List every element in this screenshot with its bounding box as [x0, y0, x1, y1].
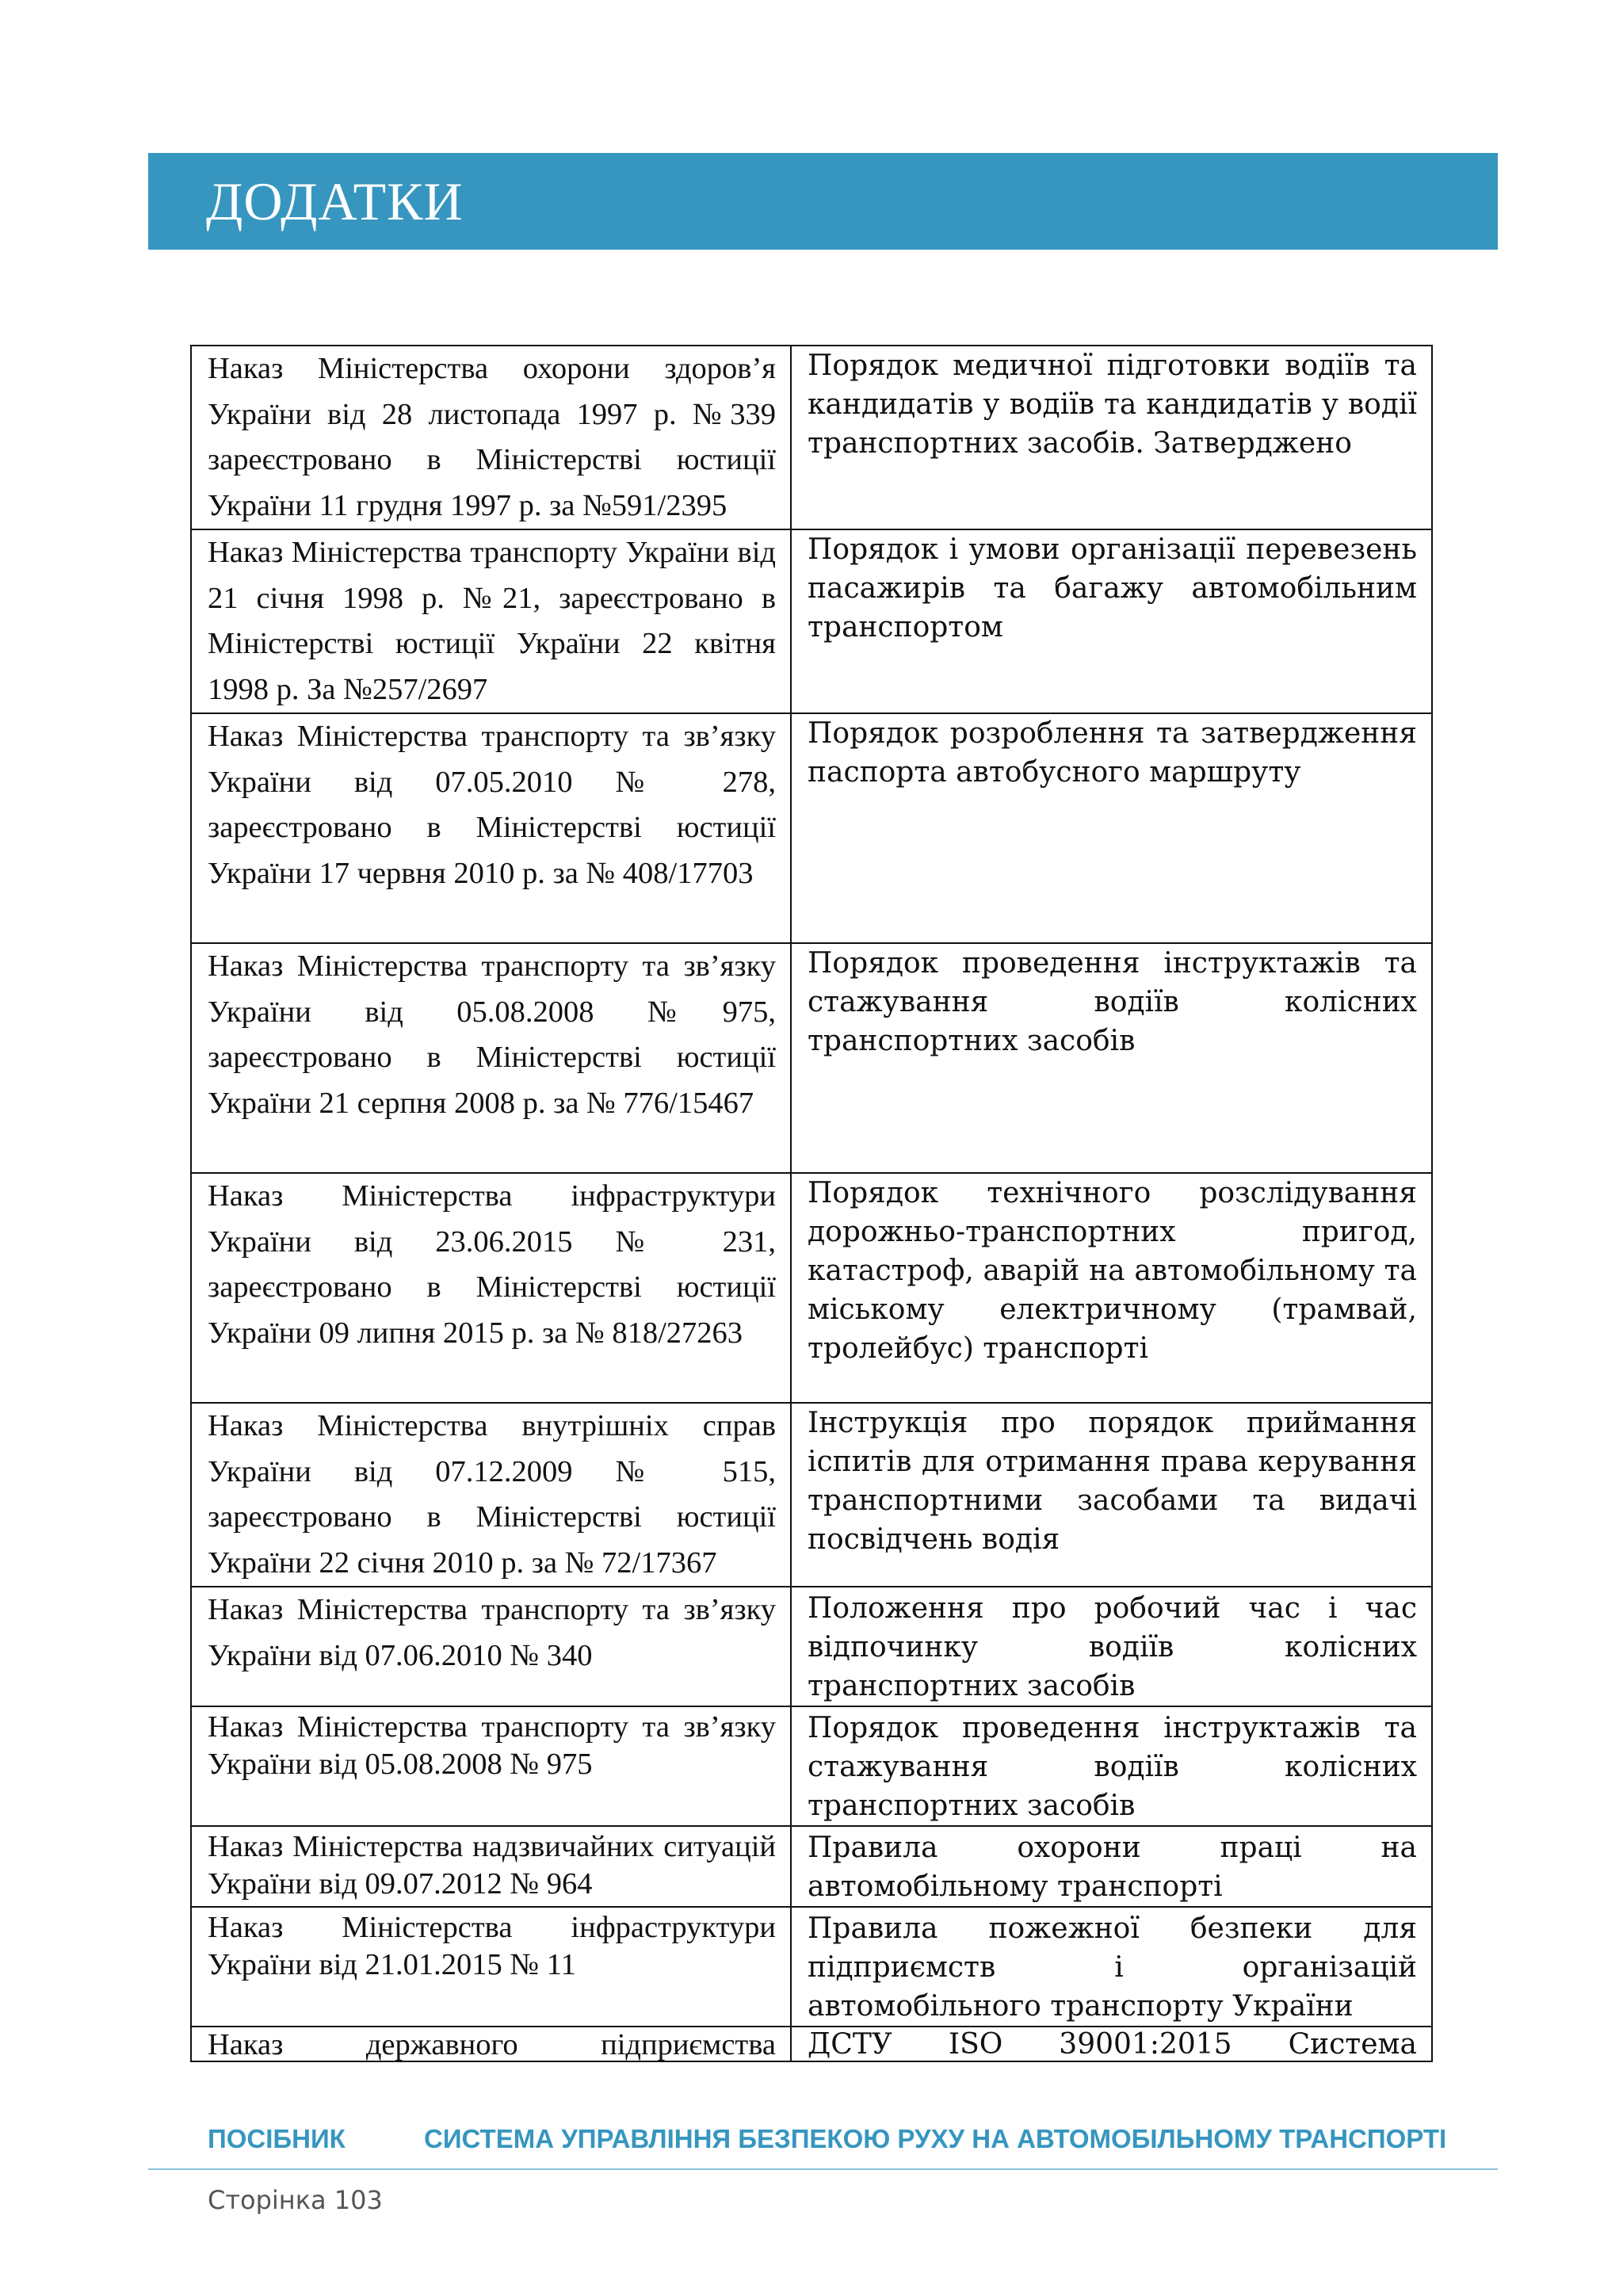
document-title-cell: Правила пожежної безпеки для підприємств і організацій автомобільного транспорту України — [791, 1907, 1432, 2027]
footer-book-label: ПОСІБНИК — [208, 2124, 346, 2153]
document-title-cell: ДСТУ ISO 39001:2015 Система — [791, 2027, 1432, 2061]
document-title-cell: Порядок проведення інструктажів та стажування водіїв колісних транспортних засобів — [791, 943, 1432, 1173]
section-title: ДОДАТКИ — [206, 171, 464, 231]
document-title-cell: Порядок технічного розслідування дорожньо-транспортних пригод, катастроф, аварій на автомобільному та міському електричному (трамвай, тролейбус) транспорті — [791, 1173, 1432, 1403]
regulations-table — [190, 345, 1433, 2062]
order-cell: Наказ Міністерства транспорту та зв’язку України від 05.08.2008 № 975 — [191, 1706, 791, 1826]
footer-book-title: СИСТЕМА УПРАВЛІННЯ БЕЗПЕКОЮ РУХУ НА АВТОМОБІЛЬНОМУ ТРАНСПОРТІ — [424, 2124, 1447, 2153]
table-row — [191, 1907, 1432, 2027]
document-title-cell: Положення про робочий час і час відпочинку водіїв колісних транспортних засобів — [791, 1587, 1432, 1706]
order-cell: Наказ Міністерства транспорту України від 21 січня 1998 р. №21, зареєстровано в Міністерстві юстиції України 22 квітня 1998 р. За №257/2697 — [191, 529, 791, 713]
document-title-cell: Порядок медичної підготовки водіїв та кандидатів у водіїв та кандидатів у водії транспортних засобів. Затверджено — [791, 346, 1432, 529]
order-cell: Наказ Міністерства інфраструктури України від 23.06.2015 № 231, зареєстровано в Міністерстві юстиції України 09 липня 2015 р. за № 818/27263 — [191, 1173, 791, 1403]
order-cell: Наказ Міністерства інфраструктури України від 21.01.2015 № 11 — [191, 1907, 791, 2027]
table-row — [191, 1826, 1432, 1907]
table-row — [191, 529, 1432, 713]
table-row — [191, 1706, 1432, 1826]
document-title-cell: Порядок і умови організації перевезень пасажирів та багажу автомобільним транспортом — [791, 529, 1432, 713]
table-row — [191, 1403, 1432, 1587]
order-cell: Наказ Міністерства транспорту та зв’язку України від 05.08.2008 №975, зареєстровано в Міністерстві юстиції України 21 серпня 2008 р. за № 776/15467 — [191, 943, 791, 1173]
document-title-cell: Інструкція про порядок приймання іспитів для отримання права керування транспортними засобами та видачі посвідчень водія — [791, 1403, 1432, 1587]
table-row — [191, 1173, 1432, 1403]
table-row — [191, 713, 1432, 943]
order-cell: Наказ Міністерства внутрішніх справ України від 07.12.2009 № 515, зареєстровано в Міністерстві юстиції України 22 січня 2010 р. за № 72/17367 — [191, 1403, 791, 1587]
table-row — [191, 943, 1432, 1173]
order-cell: Наказ Міністерства надзвичайних ситуацій України від 09.07.2012 № 964 — [191, 1826, 791, 1907]
document-title-cell: Порядок розроблення та затвердження паспорта автобусного маршруту — [791, 713, 1432, 943]
table-row — [191, 346, 1432, 529]
order-cell: Наказ Міністерства охорони здоров’я України від 28 листопада 1997 р. №339 зареєстровано в Міністерстві юстиції України 11 грудня 1997 р. за №591/2395 — [191, 346, 791, 529]
table-row — [191, 2027, 1432, 2061]
section-header-banner — [148, 153, 1498, 250]
document-title-cell: Правила охорони праці на автомобільному транспорті — [791, 1826, 1432, 1907]
table-row — [191, 1587, 1432, 1706]
running-footer — [208, 2124, 1507, 2164]
order-cell: Наказ Міністерства транспорту та зв’язку України від 07.05.2010 № 278, зареєстровано в Міністерстві юстиції України 17 червня 2010 р. за № 408/17703 — [191, 713, 791, 943]
page-number: Сторінка 103 — [208, 2185, 383, 2215]
order-cell: Наказ Міністерства транспорту та зв’язку України від 07.06.2010 № 340 — [191, 1587, 791, 1706]
order-cell: Наказ державного підприємства — [191, 2027, 791, 2061]
document-title-cell: Порядок проведення інструктажів та стажування водіїв колісних транспортних засобів — [791, 1706, 1432, 1826]
footer-divider — [148, 2168, 1498, 2170]
